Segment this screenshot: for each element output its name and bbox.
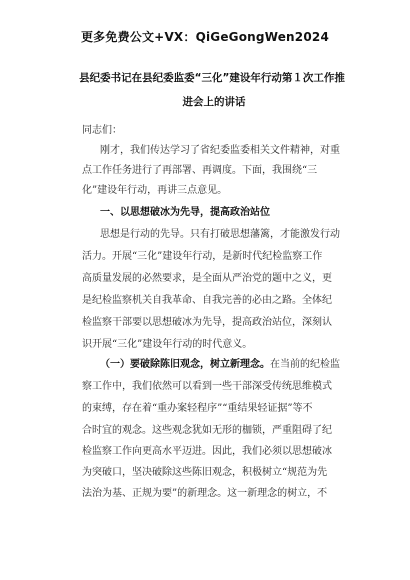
watermark-banner: 更多免费公文+VX：QiGeGongWen2024 [80,30,329,44]
paragraph-line: 是纪检监察机关自我革命、自我完善的必由之路。全体纪 [82,295,332,306]
document-title-line-1: 县纪委书记在县纪委监委“三化”建设年行动第１次工作推 [79,72,345,84]
paragraph-line: 合时宜的观念。这些观念犹如无形的枷锁，严重阻碍了纪 [82,425,332,436]
paragraph-line: 检监察干部要以思想破冰为先导，提高政治站位，深刻认 [82,317,332,328]
paragraph-line: 化”建设年行动，再讲三点意见。 [82,185,228,196]
paragraph-line: 思想是行动的先导。只有打破思想藩篱，才能激发行动 [100,229,340,240]
paragraph-line: 刚才，我们传达学习了省纪委监委相关文件精神，对重 [100,145,340,156]
paragraph-line: 识开展“三化”建设年行动的时代意义。 [82,339,253,350]
subsection-heading-1: （一）要破除陈旧观念，树立新理念。 [100,359,270,370]
paragraph-text: 在当前的纪检监 [270,359,340,370]
paragraph-line: 检监察工作向更高水平迈进。因此，我们必须以思想破冰 [82,446,332,457]
salutation: 同志们： [82,125,122,136]
paragraph-line: 活力。开展“三化”建设年行动，是新时代纪检监察工作 [82,251,323,262]
paragraph-line: 法治为基、正规为要”的新理念。这一新理念的树立，不 [82,488,328,499]
paragraph-line: 高质量发展的必然要求，是全面从严治党的题中之义，更 [82,273,332,284]
section-heading-1: 一、以思想破冰为先导，提高政治站位 [100,207,270,218]
subsection-paragraph-first-line [100,359,340,371]
document-title-line-2: 进会上的讲话 [182,96,246,108]
paragraph-line: 为突破口，坚决破除这些陈旧观念，积极树立“规范为先 [82,467,328,478]
paragraph-line: 察工作中，我们依然可以看到一些干部深受传统思维模式 [82,381,332,392]
paragraph-line: 的束缚，存在着“重办案轻程序”“重结果轻证据”等不 [82,403,313,414]
paragraph-line: 点工作任务进行了再部署、再调度。下面，我围绕“三 [82,165,318,176]
